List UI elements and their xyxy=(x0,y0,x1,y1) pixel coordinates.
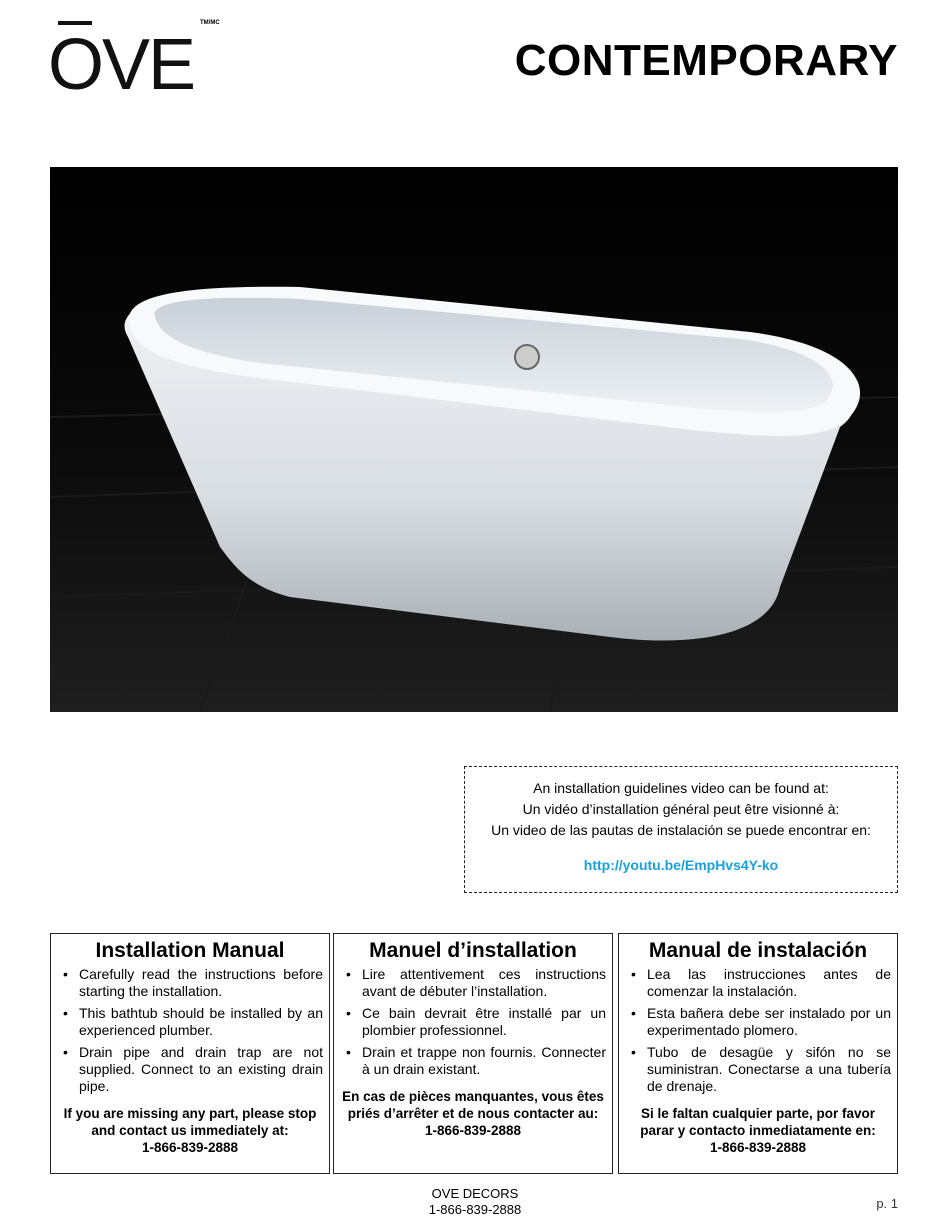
list-item: • Drain pipe and drain trap are not supplied. Connect to an existing drain pipe. xyxy=(57,1044,323,1095)
bathtub-photo xyxy=(50,167,898,712)
logo-text: OVE xyxy=(48,25,195,105)
phone-number: 1-866-839-2888 xyxy=(141,1140,239,1155)
instructions-box-es xyxy=(618,933,898,1174)
footer-company: OVE DECORS xyxy=(431,1186,519,1201)
list-item: • This bathtub should be installed by an experienced plumber. xyxy=(57,1005,323,1039)
box-title: Manual de instalación xyxy=(648,939,868,962)
page-number: p. 1 xyxy=(876,1196,898,1211)
video-line-es: Un video de las pautas de instalación se puede encontrar en: xyxy=(491,822,871,838)
page-title: CONTEMPORARY xyxy=(514,36,898,85)
list-item: • Lire attentivement ces instructions avant de débuter l’installation. xyxy=(340,966,606,1000)
list-item: • Tubo de desagüe y sifón no se suministran. Conectarse a una tubería de drenaje. xyxy=(625,1044,891,1095)
video-guidelines-box xyxy=(464,766,898,893)
list-item: • Drain et trappe non fournis. Connecter à un drain existant. xyxy=(340,1044,606,1078)
phone-number: 1-866-839-2888 xyxy=(709,1140,807,1155)
ove-logo xyxy=(48,18,228,105)
video-link[interactable]: http://youtu.be/EmpHvs4Y-ko xyxy=(583,857,779,873)
list-item: • Esta bañera debe ser instalado por un experimentado plomero. xyxy=(625,1005,891,1039)
contact-text: If you are missing any part, please stop and contact us immediately at: xyxy=(63,1106,317,1138)
trademark: TM/MC xyxy=(200,20,220,26)
contact-text: En cas de pièces manquantes, vous êtes priés d’arrêter et de nous contacter au: xyxy=(342,1089,604,1121)
box-title: Installation Manual xyxy=(95,939,285,962)
video-line-en: An installation guidelines video can be found at: xyxy=(533,780,829,796)
list-item: • Lea las instrucciones antes de comenzar la instalación. xyxy=(625,966,891,1000)
contact-text: Si le faltan cualquier parte, por favor parar y contacto inmediatamente en: xyxy=(640,1106,876,1138)
instructions-box-en xyxy=(50,933,330,1174)
list-item: • Ce bain devrait être installé par un plombier professionnel. xyxy=(340,1005,606,1039)
instructions-box-fr xyxy=(333,933,613,1174)
footer-phone: 1-866-839-2888 xyxy=(428,1202,522,1217)
box-title: Manuel d’installation xyxy=(369,939,577,962)
footer xyxy=(0,1186,950,1218)
list-item: • Carefully read the instructions before starting the installation. xyxy=(57,966,323,1000)
video-line-fr: Un vidéo d’installation général peut être visionné à: xyxy=(522,801,840,817)
phone-number: 1-866-839-2888 xyxy=(424,1123,522,1138)
